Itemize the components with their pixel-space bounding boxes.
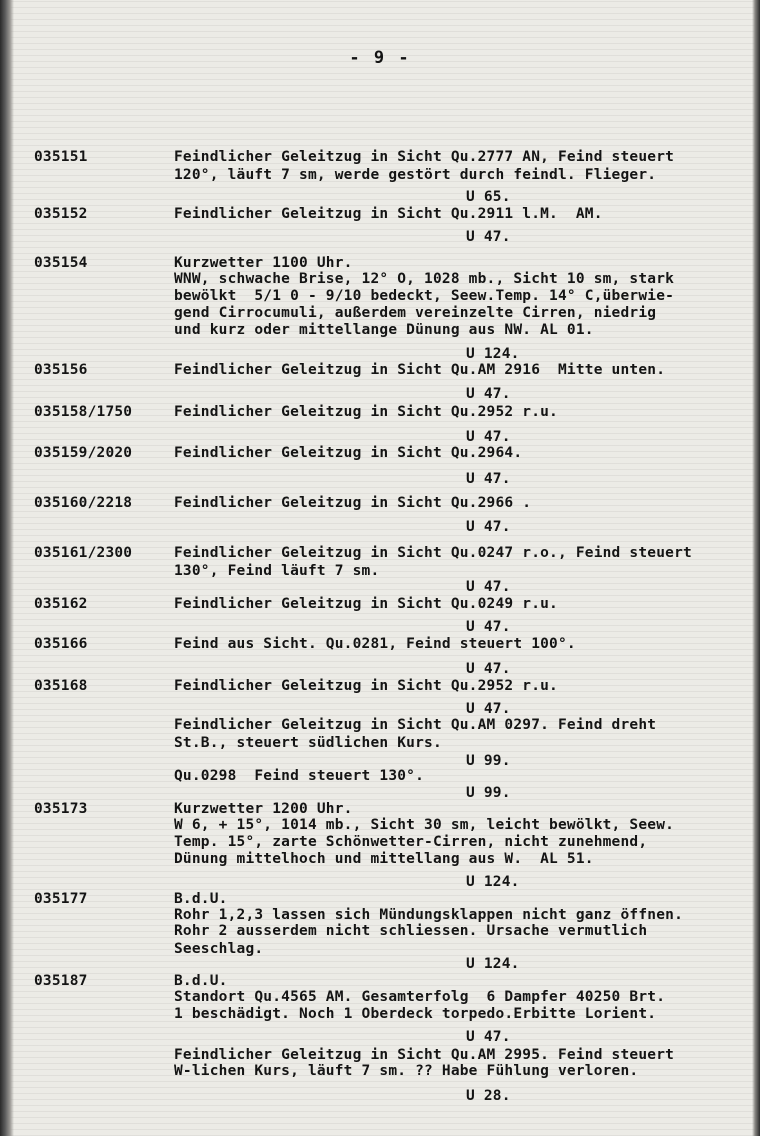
entry-number: 035160/2218 xyxy=(34,495,133,511)
entry-signature: U 47. xyxy=(466,579,511,595)
entry-text-line: W-lichen Kurs, läuft 7 sm. ?? Habe Fühlung verloren. xyxy=(174,1063,639,1079)
entry-signature: U 47. xyxy=(466,386,511,402)
entry-text-line: Feindlicher Geleitzug in Sicht Qu.2777 AN, Feind steuert xyxy=(174,149,675,165)
entry-text-line: Kurzwetter 1200 Uhr. xyxy=(174,801,353,817)
entry-text-line: WNW, schwache Brise, 12° O, 1028 mb., Sicht 10 sm, stark xyxy=(174,271,675,287)
entry-text-line: Feindlicher Geleitzug in Sicht Qu.AM 2995. Feind steuert xyxy=(174,1047,675,1063)
entry-text-line: W 6, + 15°, 1014 mb., Sicht 30 sm, leicht bewölkt, Seew. xyxy=(174,817,675,833)
entry-number: 035158/1750 xyxy=(34,404,133,420)
entry-text-line: B.d.U. xyxy=(174,973,228,989)
entry-text-line: Feindlicher Geleitzug in Sicht Qu.2952 r.u. xyxy=(174,404,558,420)
entry-number: 035187 xyxy=(34,973,88,989)
entry-signature: U 47. xyxy=(466,1029,511,1045)
entry-signature: U 47. xyxy=(466,471,511,487)
entry-text-line: Seeschlag. xyxy=(174,941,264,957)
entry-text-line: Feindlicher Geleitzug in Sicht Qu.0247 r.o., Feind steuert xyxy=(174,545,692,561)
entry-number: 035154 xyxy=(34,255,88,271)
entry-number: 035168 xyxy=(34,678,88,694)
entry-text-line: Dünung mittelhoch und mittellang aus W. AL 51. xyxy=(174,851,594,867)
entry-text-line: Feindlicher Geleitzug in Sicht Qu.2911 l.M. AM. xyxy=(174,206,603,222)
entry-text-line: B.d.U. xyxy=(174,891,228,907)
entry-signature: U 47. xyxy=(466,661,511,677)
entry-number: 035151 xyxy=(34,149,88,165)
entry-text-line: Feind aus Sicht. Qu.0281, Feind steuert 100°. xyxy=(174,636,576,652)
entry-signature: U 47. xyxy=(466,519,511,535)
entry-number: 035162 xyxy=(34,596,88,612)
entry-text-line: Rohr 1,2,3 lassen sich Mündungsklappen nicht ganz öffnen. xyxy=(174,907,683,923)
entry-text-line: Standort Qu.4565 AM. Gesamterfolg 6 Dampfer 40250 Brt. xyxy=(174,989,666,1005)
entry-text-line: bewölkt 5/1 0 - 9/10 bedeckt, Seew.Temp. 14° C,überwie- xyxy=(174,288,675,304)
entry-text-line: Rohr 2 ausserdem nicht schliessen. Ursache vermutlich xyxy=(174,923,648,939)
entry-signature: U 124. xyxy=(466,874,520,890)
entry-number: 035156 xyxy=(34,362,88,378)
entry-number: 035152 xyxy=(34,206,88,222)
entry-signature: U 124. xyxy=(466,346,520,362)
entry-text-line: Feindlicher Geleitzug in Sicht Qu.2964. xyxy=(174,445,523,461)
entry-text-line: Feindlicher Geleitzug in Sicht Qu.0249 r.u. xyxy=(174,596,558,612)
entry-signature: U 47. xyxy=(466,429,511,445)
entry-text-line: 130°, Feind läuft 7 sm. xyxy=(174,563,380,579)
entry-text-line: Qu.0298 Feind steuert 130°. xyxy=(174,768,425,784)
entry-text-line: Feindlicher Geleitzug in Sicht Qu.AM 2916 Mitte unten. xyxy=(174,362,666,378)
page-left-edge xyxy=(0,0,14,1136)
entry-signature: U 28. xyxy=(466,1088,511,1104)
page-number: - 9 - xyxy=(349,48,411,68)
entry-number: 035166 xyxy=(34,636,88,652)
entry-text-line: 120°, läuft 7 sm, werde gestört durch feindl. Flieger. xyxy=(174,167,657,183)
entry-signature: U 47. xyxy=(466,229,511,245)
entry-text-line: Temp. 15°, zarte Schönwetter-Cirren, nicht zunehmend, xyxy=(174,834,648,850)
entry-text-line: Feindlicher Geleitzug in Sicht Qu.2966 . xyxy=(174,495,532,511)
entry-text-line: Feindlicher Geleitzug in Sicht Qu.2952 r.u. xyxy=(174,678,558,694)
entry-number: 035177 xyxy=(34,891,88,907)
entry-signature: U 99. xyxy=(466,753,511,769)
entry-text-line: St.B., steuert südlichen Kurs. xyxy=(174,735,442,751)
entry-signature: U 47. xyxy=(466,619,511,635)
entry-text-line: Feindlicher Geleitzug in Sicht Qu.AM 0297. Feind dreht xyxy=(174,717,657,733)
entry-signature: U 124. xyxy=(466,956,520,972)
entry-number: 035161/2300 xyxy=(34,545,133,561)
entry-signature: U 47. xyxy=(466,701,511,717)
entry-text-line: gend Cirrocumuli, außerdem vereinzelte Cirren, niedrig xyxy=(174,305,657,321)
entry-text-line: und kurz oder mittellange Dünung aus NW. AL 01. xyxy=(174,322,594,338)
entry-text-line: 1 beschädigt. Noch 1 Oberdeck torpedo.Erbitte Lorient. xyxy=(174,1006,657,1022)
entry-signature: U 65. xyxy=(466,189,511,205)
entry-text-line: Kurzwetter 1100 Uhr. xyxy=(174,255,353,271)
entry-signature: U 99. xyxy=(466,785,511,801)
page-right-edge xyxy=(752,0,760,1136)
entry-number: 035173 xyxy=(34,801,88,817)
entry-number: 035159/2020 xyxy=(34,445,133,461)
